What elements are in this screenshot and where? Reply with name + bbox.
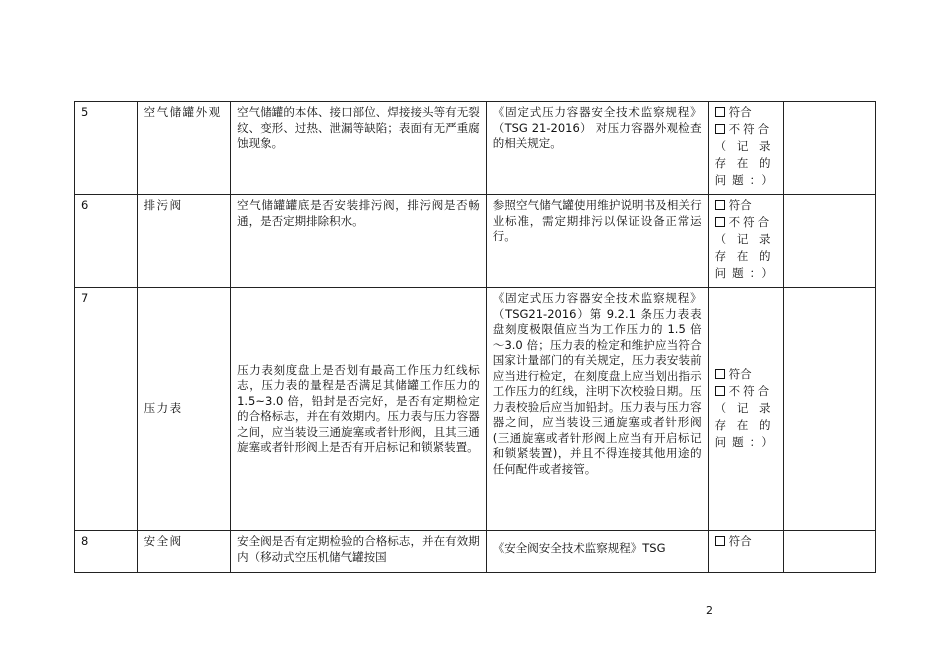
fail-label: 不符合 (728, 121, 773, 136)
table-row (75, 288, 876, 531)
pass-label: 符合 (728, 367, 752, 382)
check-item: 安全阀 (137, 531, 230, 573)
pass-option[interactable] (715, 105, 777, 121)
checkbox-icon[interactable] (715, 386, 725, 396)
check-item: 压力表 (137, 288, 230, 531)
row-number: 7 (75, 288, 138, 531)
pass-option[interactable] (715, 367, 777, 383)
result-cell (708, 531, 783, 573)
row-number: 8 (75, 531, 138, 573)
pass-label: 符合 (728, 534, 752, 548)
fail-option[interactable] (715, 121, 777, 138)
fail-note: （记录存在的问题：） (714, 400, 779, 449)
pass-option[interactable] (715, 198, 777, 214)
checkbox-icon[interactable] (715, 536, 725, 546)
check-basis: 《固定式压力容器安全技术监察规程》（TSG21-2016）第 9.2.1 条压力表表盘刻度极限值应当为工作压力的 1.5 倍～3.0 倍；压力表的检定和维护应当符合国家计量部门的有关规定，压力表安装前应当进行检定，在刻度盘上应当划出指示工作压力的红线，注明下次校验日期。压力表校验后应当加铅封。压力表与压力容器之间，应当装设三通旋塞或者针形阀(三通旋塞或者针形阀上应当有开启标记和锁紧装置)，并且不得连接其他用途的任何配件或者接管。 (486, 288, 708, 531)
checkbox-icon[interactable] (715, 217, 725, 227)
check-basis: 参照空气储气罐使用维护说明书及相关行业标准，需定期排污以保证设备正常运行。 (486, 195, 708, 288)
fail-note: （记录存在的问题：） (714, 231, 779, 280)
checkbox-icon[interactable] (715, 124, 725, 134)
page-number: 2 (706, 604, 713, 617)
check-content: 压力表刻度盘上是否划有最高工作压力红线标志，压力表的量程是否满足其储罐工作压力的 1.5~3.0 倍，铅封是否完好，是否有定期检定的合格标志，并在有效期内。压力表与压力容器之间，应当装设三通旋塞或者针形阀，且其三通旋塞或者针形阀上是否有开启标记和锁紧装置。 (231, 288, 487, 531)
inspection-table (74, 101, 876, 573)
check-content: 空气储罐罐底是否安装排污阀，排污阀是否畅通，是否定期排除积水。 (231, 195, 487, 288)
result-cell (708, 102, 783, 195)
pass-option[interactable] (715, 534, 777, 550)
check-content: 空气储罐的本体、接口部位、焊接接头等有无裂纹、变形、过热、泄漏等缺陷；表面有无严重腐蚀现象。 (231, 102, 487, 195)
row-number: 6 (75, 195, 138, 288)
fail-note: （记录存在的问题：） (714, 138, 779, 187)
checkbox-icon[interactable] (715, 107, 725, 117)
remark-cell[interactable] (783, 195, 875, 288)
fail-label: 不符合 (728, 383, 773, 398)
check-basis: 《安全阀安全技术监察规程》TSG (486, 531, 708, 573)
table-row (75, 531, 876, 573)
remark-cell[interactable] (783, 531, 875, 573)
table-row (75, 102, 876, 195)
row-number: 5 (75, 102, 138, 195)
result-cell (708, 288, 783, 531)
check-item: 空气储罐外观 (137, 102, 230, 195)
checkbox-icon[interactable] (715, 369, 725, 379)
remark-cell[interactable] (783, 102, 875, 195)
pass-label: 符合 (728, 105, 752, 119)
check-item: 排污阀 (137, 195, 230, 288)
fail-label: 不符合 (728, 214, 773, 229)
table-row (75, 195, 876, 288)
result-cell (708, 195, 783, 288)
fail-option[interactable] (715, 214, 777, 231)
remark-cell[interactable] (783, 288, 875, 531)
checkbox-icon[interactable] (715, 200, 725, 210)
check-content: 安全阀是否有定期检验的合格标志，并在有效期内（移动式空压机储气罐按国 (231, 531, 487, 573)
check-basis: 《固定式压力容器安全技术监察规程》（TSG 21-2016） 对压力容器外观检查的相关规定。 (486, 102, 708, 195)
fail-option[interactable] (715, 383, 777, 400)
pass-label: 符合 (728, 198, 752, 212)
